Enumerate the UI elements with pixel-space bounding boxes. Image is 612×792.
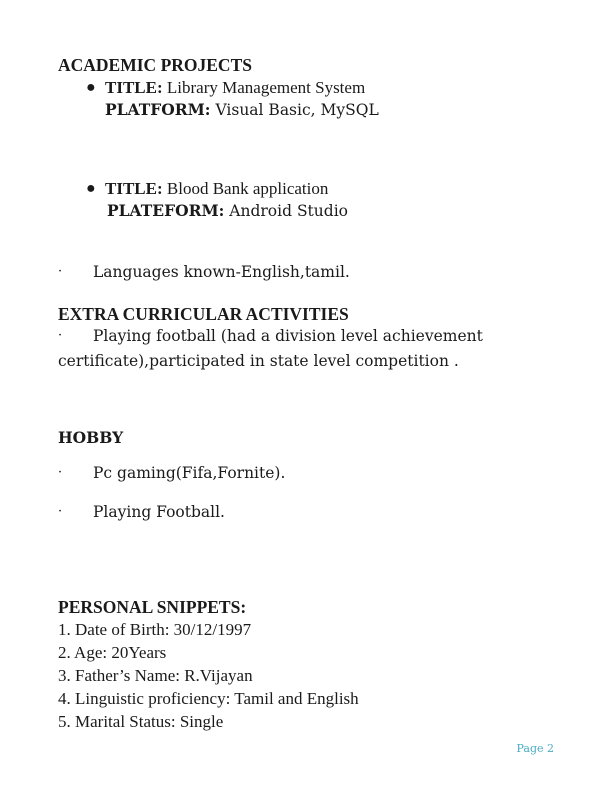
personal-snippets-heading: PERSONAL SNIPPETS: xyxy=(58,597,247,617)
personal-item-age: 2. Age: 20Years xyxy=(58,643,167,662)
languages-bullet-icon: · xyxy=(58,264,63,279)
project-2-title-value: Blood Bank application xyxy=(166,179,329,198)
hobby-item-1: Pc gaming(Fifa,Fornite). xyxy=(93,464,286,482)
academic-projects-heading: ACADEMIC PROJECTS xyxy=(58,55,252,75)
extra-curricular-line-2: certificate),participated in state level competition . xyxy=(58,352,459,370)
hobby-heading: HOBBY xyxy=(58,428,124,447)
project-1-title-key: TITLE: xyxy=(105,78,163,97)
hobby-item-2: Playing Football. xyxy=(93,503,225,521)
project-1-bullet-icon: ● xyxy=(86,79,96,96)
extra-curricular-line-1: Playing football (had a division level achievement xyxy=(93,327,483,345)
languages-known-text: Languages known-English,tamil. xyxy=(93,263,350,281)
extra-curricular-bullet-icon: · xyxy=(58,328,63,343)
project-2-platform-key: PLATEFORM: xyxy=(107,201,225,220)
extra-curricular-heading: EXTRA CURRICULAR ACTIVITIES xyxy=(58,304,349,324)
project-1-platform-line xyxy=(105,100,379,119)
project-1-title-value: Library Management System xyxy=(166,78,366,97)
personal-item-dob: 1. Date of Birth: 30/12/1997 xyxy=(58,620,252,639)
personal-item-marital: 5. Marital Status: Single xyxy=(58,712,224,731)
hobby-item-1-bullet-icon: · xyxy=(58,465,63,480)
hobby-item-2-bullet-icon: · xyxy=(58,504,63,519)
personal-item-linguistic: 4. Linguistic proficiency: Tamil and English xyxy=(58,689,359,708)
personal-item-father: 3. Father’s Name: R.Vijayan xyxy=(58,666,253,685)
project-2-title-line xyxy=(105,179,328,199)
project-2-title-key: TITLE: xyxy=(105,179,163,198)
project-2-platform-line xyxy=(107,201,348,220)
project-1-title-line xyxy=(105,78,365,98)
page-number: Page 2 xyxy=(516,742,554,755)
project-2-platform-value: Android Studio xyxy=(229,202,348,220)
project-1-platform-value: Visual Basic, MySQL xyxy=(215,101,379,119)
project-1-platform-key: PLATFORM: xyxy=(105,100,211,119)
project-2-bullet-icon: ● xyxy=(86,180,96,197)
